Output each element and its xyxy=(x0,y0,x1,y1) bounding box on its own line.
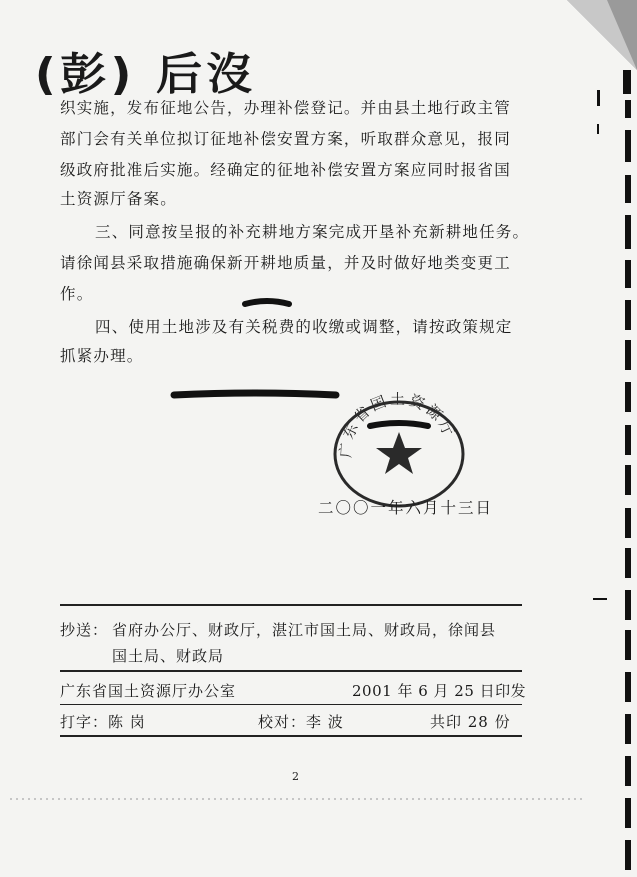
footer-rule-top xyxy=(60,604,522,606)
cc-label: 抄送： xyxy=(60,621,109,639)
seal-text: 广东省国土资源厅 xyxy=(336,392,459,459)
issue-date: 二〇〇一年六月十三日 xyxy=(318,499,494,517)
page-number: 2 xyxy=(292,770,299,783)
typist: 打字：陈 岗 xyxy=(60,713,146,731)
handwritten-annotation: (彭) 后沒 xyxy=(34,49,257,100)
body-line-7: 作。 xyxy=(60,285,94,303)
footer-rule-bottom xyxy=(60,735,522,737)
footer-rule-3 xyxy=(60,704,522,705)
body-line-9: 抓紧办理。 xyxy=(60,347,144,365)
cc-recipients-line2: 国土局、财政局 xyxy=(112,647,225,665)
binding-holes xyxy=(585,0,637,877)
folded-corner xyxy=(567,0,637,70)
print-date: 2001 年 6 月 25 日印发 xyxy=(352,682,527,700)
marker-stroke-small xyxy=(242,296,292,310)
copies-count: 共印 28 份 xyxy=(430,713,511,731)
seal-star-icon xyxy=(376,432,422,474)
marker-stroke-long xyxy=(170,386,340,402)
body-line-4: 土资源厅备案。 xyxy=(60,190,177,208)
body-line-6: 请徐闻县采取措施确保新开耕地质量，并及时做好地类变更工 xyxy=(60,254,511,272)
proofreader: 校对：李 波 xyxy=(258,713,344,731)
scan-dotted-line xyxy=(0,796,590,802)
body-line-5: 三、同意按呈报的补充耕地方案完成开垦补充新耕地任务。 xyxy=(95,223,530,241)
cc-recipients-line1: 省府办公厅、财政厅，湛江市国土局、财政局，徐闻县 xyxy=(112,621,497,639)
body-line-1: 织实施，发布征地公告，办理补偿登记。并由县土地行政主管 xyxy=(60,99,511,117)
body-line-3: 级政府批准后实施。经确定的征地补偿安置方案应同时报省国 xyxy=(60,161,511,179)
issuing-office: 广东省国土资源厅办公室 xyxy=(60,682,237,700)
official-seal xyxy=(330,392,468,510)
body-line-2: 部门会有关单位拟订征地补偿安置方案，听取群众意见，报同 xyxy=(60,130,511,148)
body-line-8: 四、使用土地涉及有关税费的收缴或调整，请按政策规定 xyxy=(95,318,513,336)
footer-rule-2 xyxy=(60,670,522,672)
